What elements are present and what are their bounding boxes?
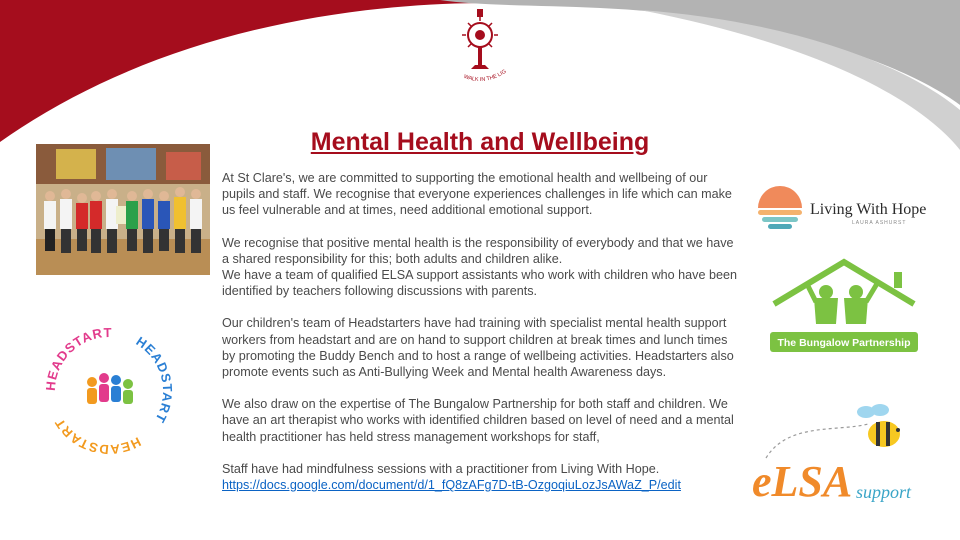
headstart-ring-text-2: HEADSTART (133, 333, 176, 426)
svg-text:HEADSTART (133, 334, 175, 426)
elsa-logo (748, 402, 926, 508)
monstrance-icon (441, 7, 519, 95)
headstart-ring-text-1: HEADSTART (42, 324, 113, 392)
page-title: Mental Health and Wellbeing (310, 128, 650, 156)
living-with-hope-link[interactable]: https://docs.google.com/document/d/1_fQ8zAFg7D-tB-OzgoqiuLozJsAWaZ_P/edit (222, 478, 681, 493)
elsa-name: eLSA (752, 457, 853, 506)
paragraph-6: Staff have had mindfulness sessions with a practitioner from Living With Hope. (222, 461, 660, 476)
body-text (222, 170, 742, 493)
paragraph-5: We also draw on the expertise of The Bungalow Partnership for both staff and children. We have an art therapist who works with identified children based on level of need and a mental health practitioner has held stress management workshops for staff, (222, 397, 734, 444)
elsa-sub: support (856, 482, 912, 502)
svg-text:HEADSTART (51, 415, 143, 457)
paragraph-1: At St Clare's, we are committed to supporting the emotional health and wellbeing of our pupils and staff. We recognise that everyone experiences challenges in life which can make us feel vulnerable and at times, need additional emotional support. (222, 171, 732, 218)
bungalow-name: The Bungalow Partnership (777, 337, 911, 349)
school-crest (441, 7, 519, 95)
living-with-hope-logo (754, 186, 944, 234)
living-with-hope-name: Living With Hope (810, 201, 927, 218)
living-with-hope-sub: LAURA ASHURST (852, 220, 907, 226)
headstart-ring-text-3: HEADSTART (51, 415, 144, 458)
paragraph-4: Our children's team of Headstarters have had training with specialist mental health support workers from headstart and are on hand to support children at break times and lunch times by promoting the Buddy Bench and to host a range of wellbeing activities. Headstarters also promote events such as Anti-Bullying Week and Mental health Awareness days. (222, 316, 734, 380)
bee-icon (857, 404, 900, 447)
people-icon (806, 282, 878, 324)
paragraph-3: We have a team of qualified ELSA support assistants who work with children who have been identified by teachers following discussions with parents. (222, 268, 738, 299)
bungalow-partnership-logo (766, 258, 922, 358)
children-icon (87, 373, 133, 404)
crest-motto: WALK IN THE LIG (462, 68, 508, 84)
sunrise-icon (758, 186, 802, 229)
group-photo (36, 144, 210, 275)
headstart-logo (40, 322, 178, 460)
paragraph-2: We recognise that positive mental health is the responsibility of everybody and that we have a shared responsibility for this; both adults and children alike. (222, 235, 734, 266)
